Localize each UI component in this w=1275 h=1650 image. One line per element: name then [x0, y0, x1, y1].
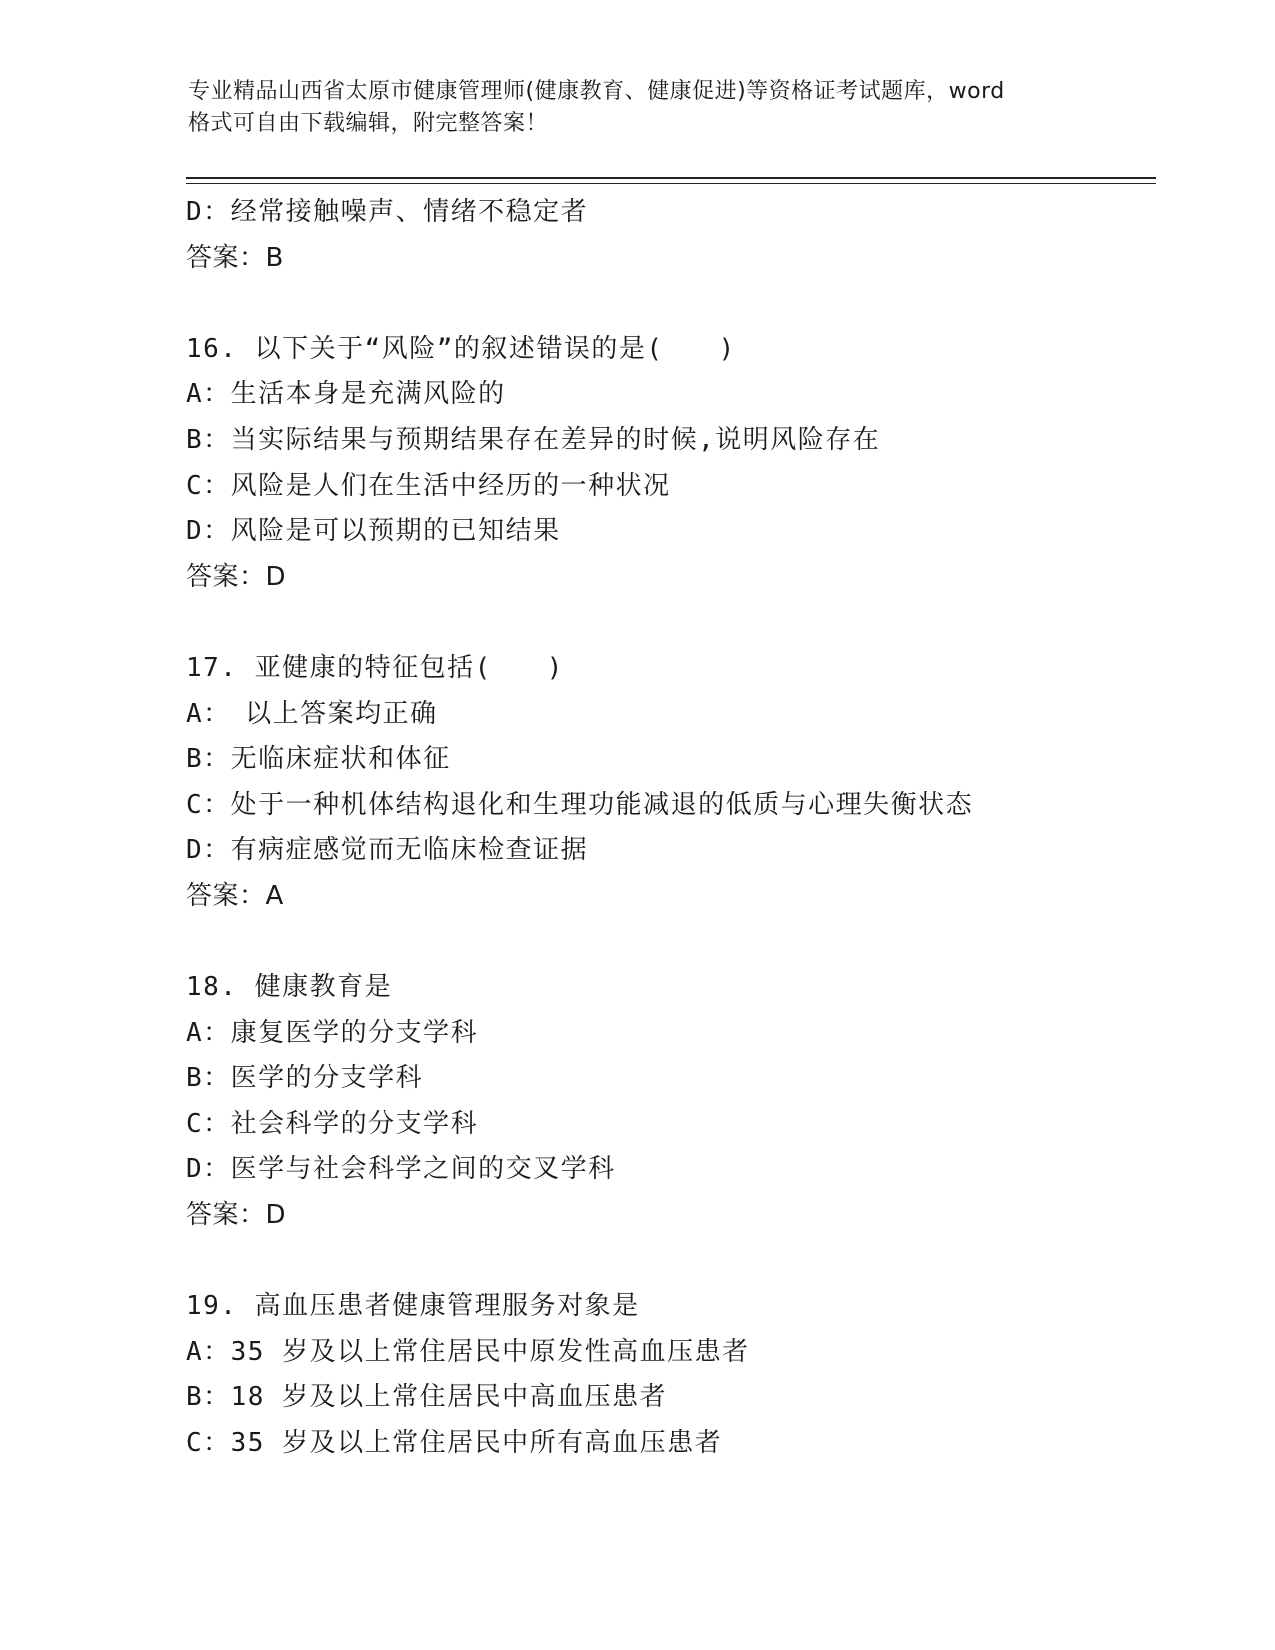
option-b: B：18 岁及以上常住居民中高血压患者 [186, 1382, 668, 1413]
spacer [186, 281, 1186, 327]
question-18 [186, 965, 1186, 1239]
option-a: A：康复医学的分支学科 [186, 1017, 479, 1048]
option-b: B：医学的分支学科 [186, 1063, 424, 1094]
option-a: A：生活本身是充满风险的 [186, 379, 506, 410]
spacer [186, 1239, 1186, 1285]
question-text: 17. 亚健康的特征包括( ) [186, 652, 564, 683]
answer-line: 答案：D [186, 1200, 287, 1231]
option-c: C：处于一种机体结构退化和生理功能减退的低质与心理失衡状态 [186, 789, 974, 820]
spacer [186, 600, 1186, 646]
question-list [186, 190, 1186, 1467]
question-text: 16. 以下关于“风险”的叙述错误的是( ) [186, 333, 736, 364]
page-header [188, 76, 1088, 140]
option-a: A：35 岁及以上常住居民中原发性高血压患者 [186, 1336, 750, 1367]
answer-line: 答案：B [186, 242, 284, 273]
carryover-block [186, 190, 1186, 281]
header-rule-thick [186, 177, 1156, 179]
option-d: D：风险是可以预期的已知结果 [186, 516, 561, 547]
option-c: C：社会科学的分支学科 [186, 1108, 479, 1139]
question-17 [186, 646, 1186, 920]
answer-line: 答案：D [186, 561, 287, 592]
answer-line: 答案：A [186, 880, 284, 911]
question-text: 19. 高血压患者健康管理服务对象是 [186, 1291, 640, 1322]
header-rule-thin [186, 183, 1156, 184]
option-d: D：有病症感觉而无临床检查证据 [186, 835, 589, 866]
option-d: D：经常接触噪声、情绪不稳定者 [186, 197, 589, 227]
option-a: A： 以上答案均正确 [186, 698, 438, 729]
spacer [186, 920, 1186, 966]
question-19 [186, 1284, 1186, 1466]
question-text: 18. 健康教育是 [186, 972, 393, 1003]
header-line-2: 格式可自由下载编辑，附完整答案！ [188, 111, 549, 136]
option-b: B：无临床症状和体征 [186, 744, 451, 775]
option-d: D：医学与社会科学之间的交叉学科 [186, 1154, 616, 1185]
header-line-1: 专业精品山西省太原市健康管理师(健康教育、健康促进)等资格证考试题库，word [188, 79, 1005, 104]
option-b: B：当实际结果与预期结果存在差异的时候,说明风险存在 [186, 424, 881, 455]
question-16 [186, 327, 1186, 601]
option-c: C：风险是人们在生活中经历的一种状况 [186, 470, 671, 501]
option-c: C：35 岁及以上常住居民中所有高血压患者 [186, 1428, 723, 1459]
